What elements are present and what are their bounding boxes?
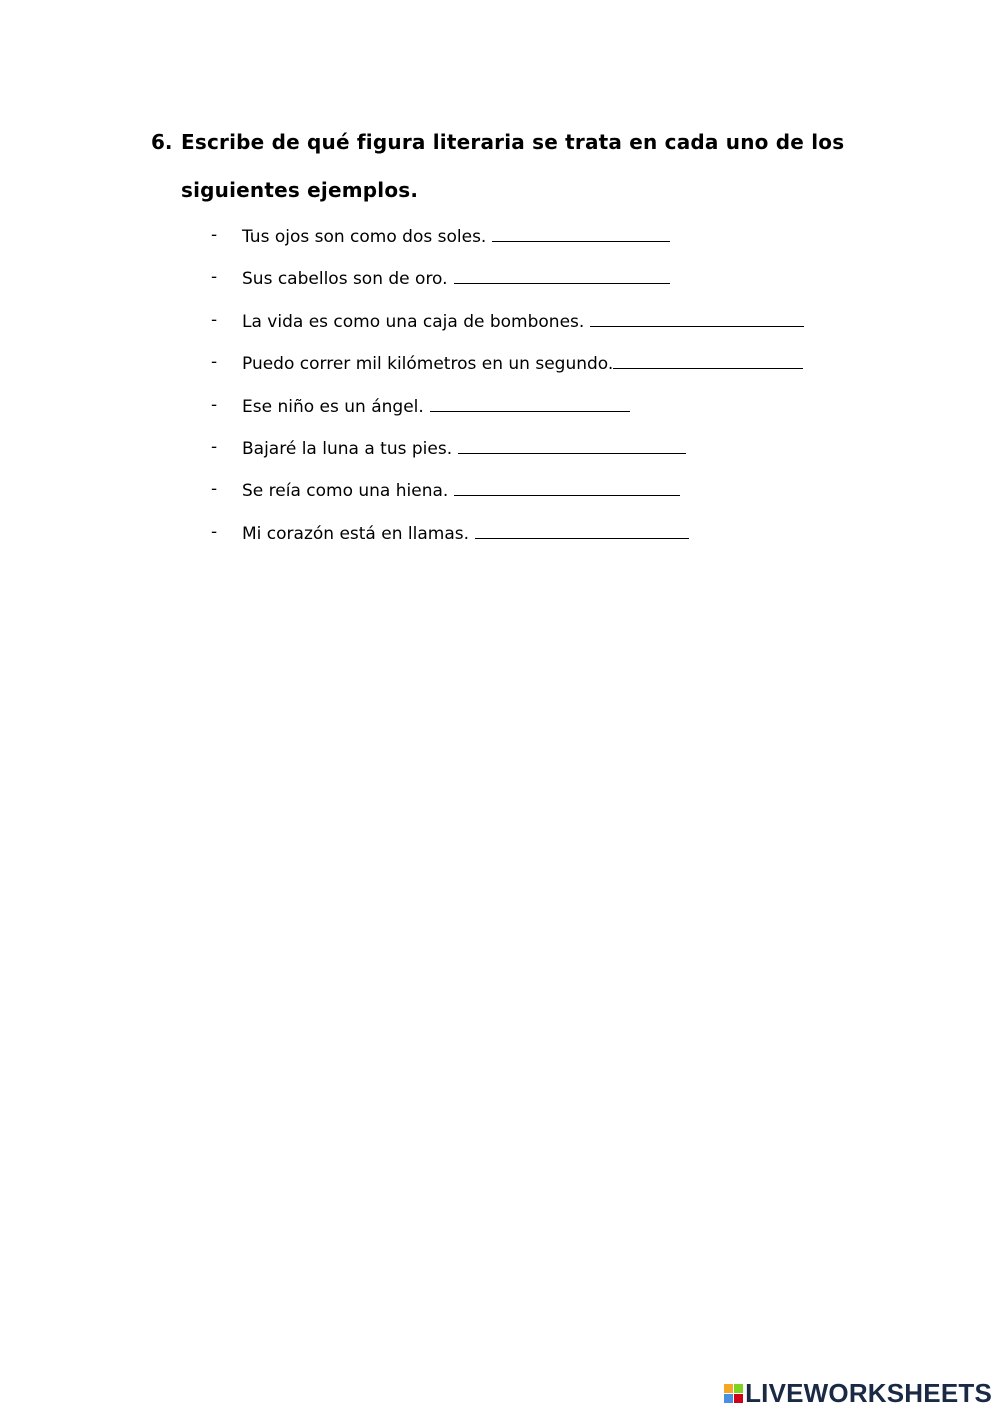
- list-item: [211, 473, 911, 515]
- list-dash: -: [211, 225, 218, 245]
- example-text: Mi corazón está en llamas.: [242, 523, 469, 544]
- list-item: [211, 346, 911, 388]
- answer-blank[interactable]: [430, 389, 630, 412]
- list-dash: -: [211, 309, 218, 330]
- question-prompt: Escribe de qué figura literaria se trata en cada uno de los siguientes ejemplos.: [181, 130, 845, 202]
- answer-blank[interactable]: [454, 473, 680, 496]
- example-text: Sus cabellos son de oro.: [242, 269, 448, 290]
- list-dash: -: [211, 267, 218, 288]
- list-item: [211, 219, 911, 261]
- list-item: [211, 389, 911, 431]
- example-text: Tus ojos son como dos soles.: [242, 227, 487, 247]
- logo-square: [724, 1394, 733, 1403]
- logo-text: LIVEWORKSHEETS: [745, 1378, 992, 1408]
- list-item: [211, 261, 911, 303]
- example-sentence: [242, 473, 680, 507]
- example-text: Bajaré la luna a tus pies.: [242, 438, 453, 459]
- example-text: Puedo correr mil kilómetros en un segundo.: [242, 354, 614, 375]
- question-6: [151, 118, 871, 214]
- example-sentence: [242, 431, 686, 465]
- example-text: Se reía como una hiena.: [242, 481, 449, 502]
- liveworksheets-logo-icon: [724, 1384, 743, 1403]
- example-sentence: [242, 346, 803, 380]
- list-item: [211, 304, 911, 346]
- list-dash: -: [211, 479, 218, 500]
- logo-square: [724, 1384, 733, 1393]
- example-list: [211, 219, 911, 558]
- example-sentence: [242, 219, 670, 253]
- example-sentence: [242, 304, 804, 338]
- question-number: 6.: [151, 130, 173, 154]
- example-sentence: [242, 516, 689, 550]
- list-dash: -: [211, 521, 218, 542]
- answer-blank[interactable]: [613, 346, 803, 369]
- answer-blank[interactable]: [475, 516, 689, 539]
- list-dash: -: [211, 436, 218, 457]
- logo-square: [734, 1394, 743, 1403]
- answer-blank[interactable]: [590, 304, 804, 327]
- answer-blank[interactable]: [492, 219, 670, 242]
- example-text: La vida es como una caja de bombones.: [242, 311, 585, 332]
- example-sentence: [242, 389, 630, 423]
- list-item: [211, 516, 911, 558]
- answer-blank[interactable]: [458, 431, 686, 454]
- list-item: [211, 431, 911, 473]
- answer-blank[interactable]: [454, 261, 670, 284]
- logo-square: [734, 1384, 743, 1393]
- example-text: Ese niño es un ángel.: [242, 396, 424, 417]
- example-sentence: [242, 261, 670, 295]
- liveworksheets-logo[interactable]: [724, 1378, 992, 1408]
- list-dash: -: [211, 394, 218, 415]
- list-dash: -: [211, 352, 218, 373]
